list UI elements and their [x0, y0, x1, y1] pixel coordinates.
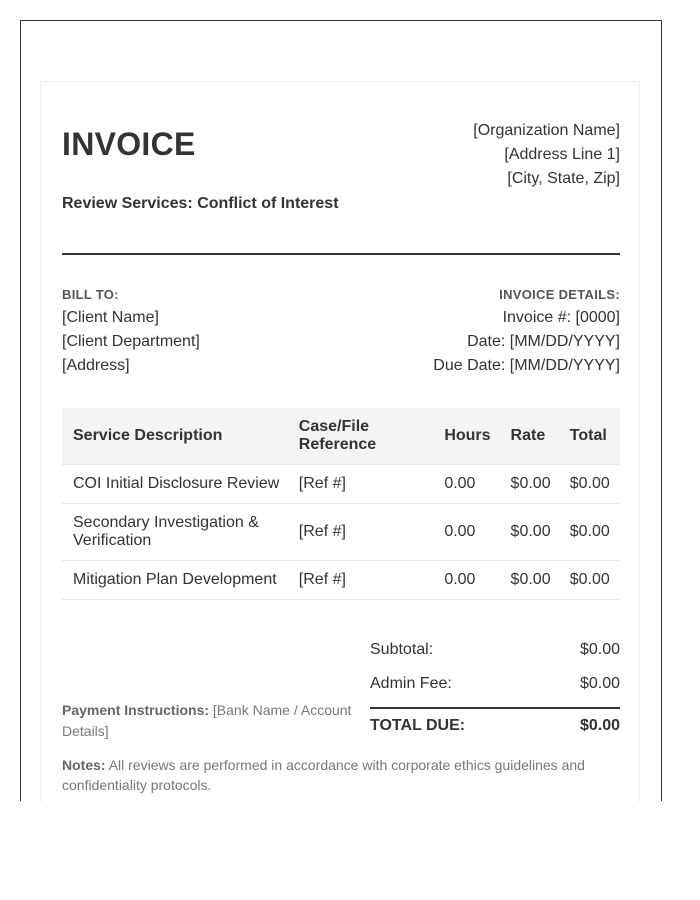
organization-block: [473, 119, 620, 191]
column-header-rate: Rate: [500, 408, 561, 465]
invoice-due-date: Due Date: [MM/DD/YYYY]: [433, 357, 620, 374]
invoice-title: INVOICE: [62, 126, 196, 162]
total-due-label: TOTAL DUE:: [370, 717, 466, 734]
cell-description: Secondary Investigation & Verification: [62, 504, 288, 561]
cell-reference: [Ref #]: [288, 465, 434, 504]
notes-text: All reviews are performed in accordance with corporate ethics guidelines and confidentiality protocols.: [62, 757, 585, 793]
total-due-value: $0.00: [579, 717, 620, 734]
cell-hours: 0.00: [433, 561, 499, 600]
cell-total: $0.00: [561, 504, 620, 561]
column-header-hours: Hours: [433, 408, 499, 465]
cell-reference: [Ref #]: [288, 561, 434, 600]
cell-description: COI Initial Disclosure Review: [62, 465, 288, 504]
totals-block: [370, 633, 620, 743]
subtotal-label: Subtotal:: [370, 641, 434, 658]
cell-description: Mitigation Plan Development: [62, 561, 288, 600]
client-address: [Address]: [62, 357, 130, 374]
column-header-reference: Case/File Reference: [288, 408, 434, 465]
cell-rate: $0.00: [500, 504, 561, 561]
notes: [62, 755, 602, 795]
cell-rate: $0.00: [500, 465, 561, 504]
subtotal-value: $0.00: [579, 641, 620, 658]
invoice-details-label: INVOICE DETAILS:: [499, 287, 620, 302]
organization-city-state-zip: [City, State, Zip]: [507, 170, 620, 187]
organization-address-line-1: [Address Line 1]: [504, 146, 620, 163]
admin-fee-value: $0.00: [579, 675, 620, 692]
cell-reference: [Ref #]: [288, 504, 434, 561]
line-items-table: [62, 408, 620, 600]
column-header-total: Total: [561, 408, 620, 465]
cell-total: $0.00: [561, 561, 620, 600]
bill-to-label: BILL TO:: [62, 287, 119, 302]
invoice-subtitle: Review Services: Conflict of Interest: [62, 195, 339, 212]
total-due-row: [370, 707, 620, 743]
bill-to-block: [62, 288, 200, 378]
client-department: [Client Department]: [62, 333, 200, 350]
cell-rate: $0.00: [500, 561, 561, 600]
cell-hours: 0.00: [433, 465, 499, 504]
payment-instructions-text: [Bank Name / Account Details]: [62, 702, 352, 739]
cell-total: $0.00: [561, 465, 620, 504]
organization-name: [Organization Name]: [473, 122, 620, 139]
invoice-details-block: [433, 288, 620, 378]
admin-fee-row: [370, 667, 620, 701]
table-row: [62, 561, 620, 600]
payment-instructions-label: Payment Instructions:: [62, 702, 210, 718]
notes-label: Notes:: [62, 757, 106, 773]
subtotal-row: [370, 633, 620, 667]
admin-fee-label: Admin Fee:: [370, 675, 452, 692]
table-row: [62, 465, 620, 504]
client-name: [Client Name]: [62, 309, 159, 326]
invoice-number: Invoice #: [0000]: [502, 309, 620, 326]
column-header-description: Service Description: [62, 408, 288, 465]
payment-instructions: [62, 700, 362, 742]
table-header-row: [62, 408, 620, 465]
header-divider: [62, 253, 620, 255]
table-row: [62, 504, 620, 561]
invoice-date: Date: [MM/DD/YYYY]: [467, 333, 620, 350]
cell-hours: 0.00: [433, 504, 499, 561]
